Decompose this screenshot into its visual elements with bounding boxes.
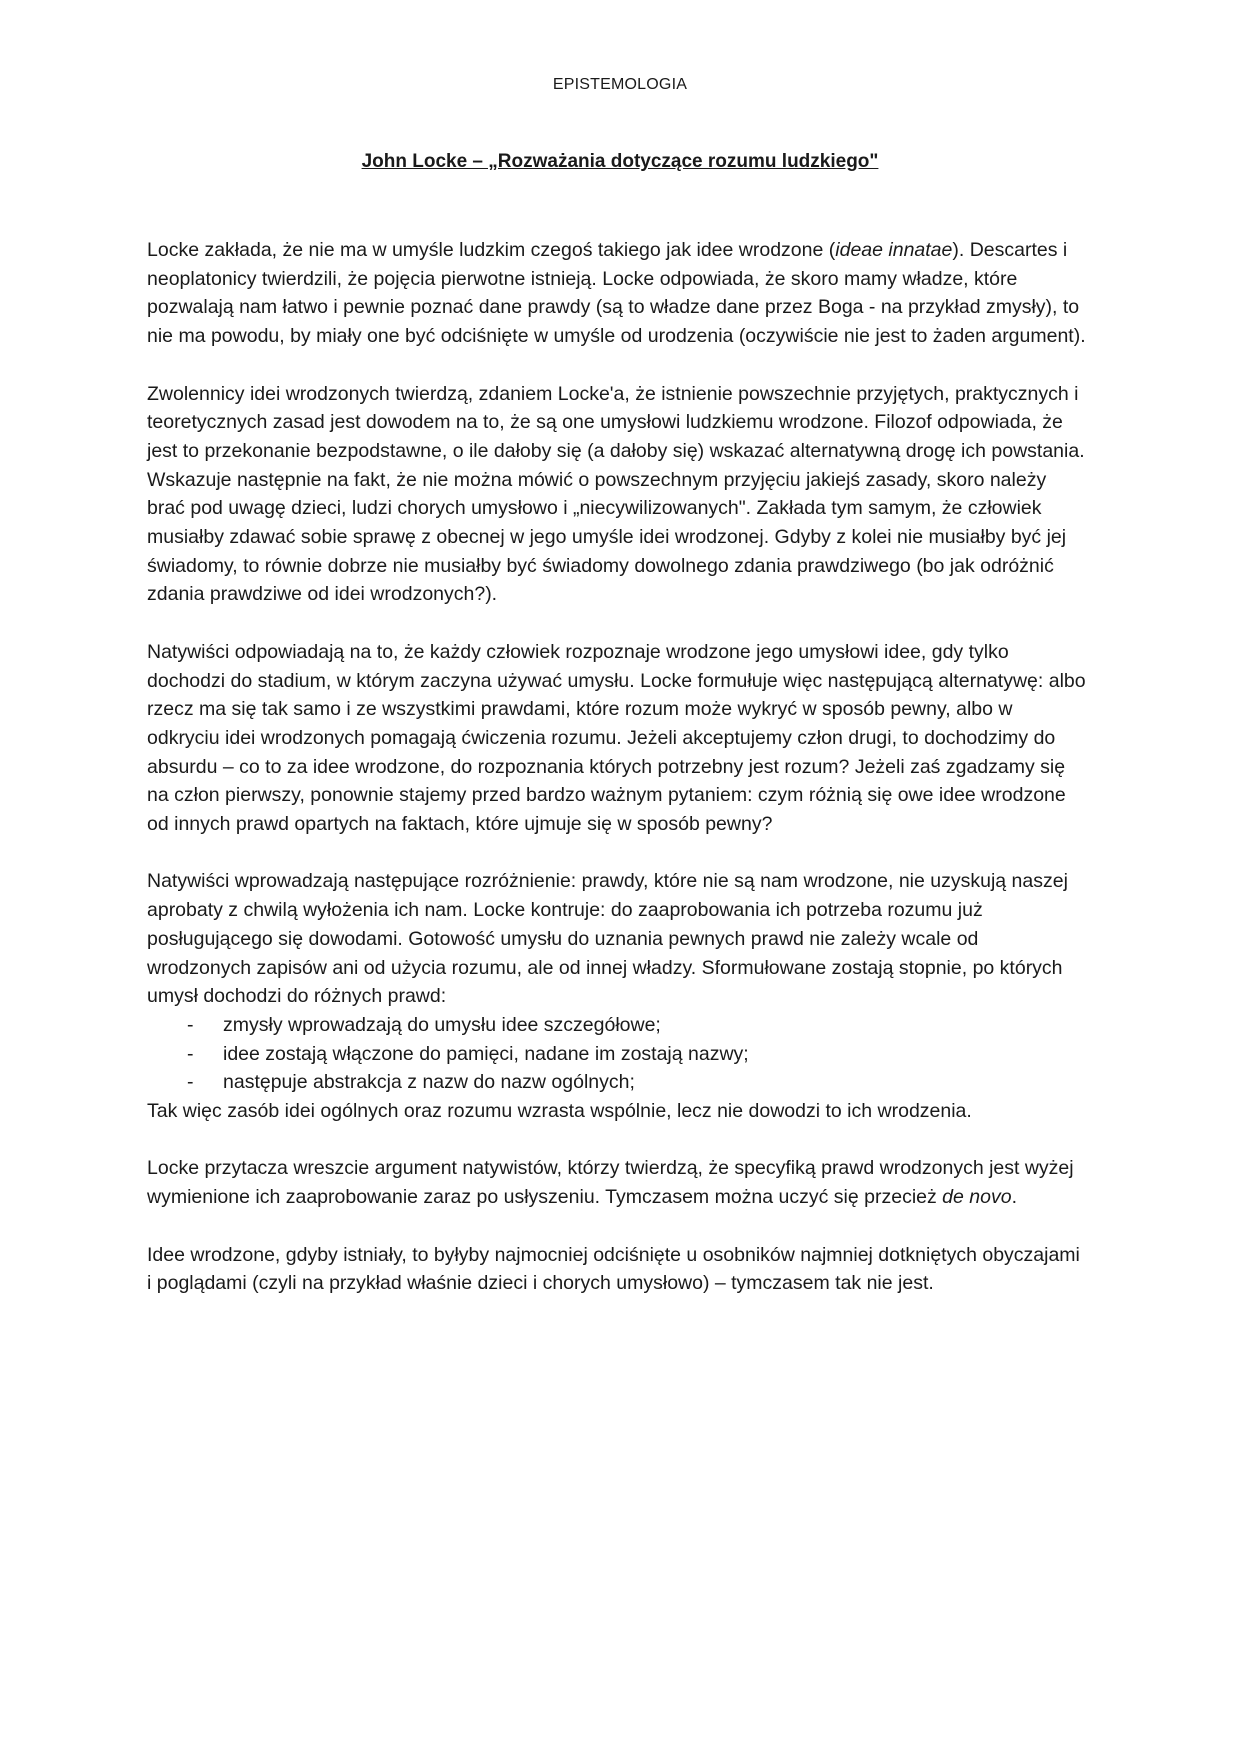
paragraph-3: Natywiści odpowiadają na to, że każdy człowiek rozpoznaje wrodzone jego umysłowi idee, gdy tylko dochodzi do stadium, w którym zaczyna używać umysłu. Locke formułuje więc następującą alternatywę: albo rzecz ma się tak samo i ze wszystkimi prawdami, które rozum może wykryć w sposób pewny, albo w odkryciu idei wrodzonych pomagają ćwiczenia rozumu. Jeżeli akceptujemy człon drugi, to dochodzimy do absurdu – co to za idee wrodzone, do rozpoznania których potrzebny jest rozum? Jeżeli zaś zgadzamy się na człon pierwszy, ponownie stajemy przed bardzo ważnym pytaniem: czym różnią się owe idee wrodzone od innych prawd opartych na faktach, które ujmuje się w sposób pewny? [147,640,1086,836]
paragraph-6: Idee wrodzone, gdyby istniały, to byłyby najmocniej odciśnięte u osobników najmniej dotkniętych obyczajami i poglądami (czyli na przykład właśnie dzieci i chorych umysłowo) – tymczasem tak nie jest. [147,1243,1080,1295]
paragraph-5-text-b: . [1011,1186,1017,1209]
paragraph-5-text-a: Locke przytacza wreszcie argument natywistów, którzy twierdzą, że specyfiką prawd wrodzonych jest wyżej wymienione ich zaaprobowanie zaraz po usłyszeniu. Tymczasem można uczyć się przecież [147,1157,1074,1209]
document-title: John Locke – „Rozważania dotyczące rozumu ludzkiego" [361,151,879,172]
list-item [147,1011,1087,1040]
list-item-text: idee zostają włączone do pamięci, nadane im zostają nazwy; [223,1042,749,1065]
paragraph-5 [147,1154,1087,1211]
paragraph-2: Zwolennicy idei wrodzonych twierdzą, zdaniem Locke'a, że istnienie powszechnie przyjętych, praktycznych i teoretycznych zasad jest dowodem na to, że są one umysłowi ludzkiemu wrodzone. Filozof odpowiada, że jest to przekonanie bezpodstawne, o ile dałoby się (a dałoby się) wskazać alternatywną drogę ich powstania. Wskazuje następnie na fakt, że nie można mówić o powszechnym przyjęciu jakiejś zasady, skoro należy brać pod uwagę dzieci, ludzi chorych umysłowo i „niecywilizowanych". Zakłada tym samym, że człowiek musiałby zdawać sobie sprawę z obecnej w jego umyśle idei wrodzonej. Gdyby z kolei nie musiałby być jej świadomy, to równie dobrze nie musiałby być świadomy dowolnego zdania prawdziwego (bo jak odróżnić zdania prawdziwe od idei wrodzonych?). [147,382,1085,606]
paragraph-1-text-a: Locke zakłada, że nie ma w umyśle ludzkim czegoś takiego jak idee wrodzone ( [147,239,836,261]
paragraph-1-italic-term: ideae innatae [835,239,953,261]
stages-list [147,1011,1087,1097]
list-item [147,1068,1087,1097]
paragraph-4: Natywiści wprowadzają następujące rozróżnienie: prawdy, które nie są nam wrodzone, nie uzyskują naszej aprobaty z chwilą wyłożenia ich nam. Locke kontruje: do zaaprobowania ich potrzeba rozumu już posługującego się dowodami. Gotowość umysłu do uznania pewnych prawd nie zależy wcale od wrodzonych zapisów ani od użycia rozumu, ale od innej władzy. Sformułowane zostają stopnie, po których umysł dochodzi do różnych prawd: [147,870,1068,1008]
paragraph-5-italic-term: de novo [942,1186,1012,1209]
list-dash: - [187,1013,194,1036]
list-dash: - [187,1071,194,1094]
list-dash: - [187,1042,194,1065]
header-label: EPISTEMOLOGIA [552,76,688,93]
paragraph-4-conclusion: Tak więc zasób idei ogólnych oraz rozumu wzrasta wspólnie, lecz nie dowodzi to ich wrodzenia. [147,1100,972,1123]
list-item [147,1040,1087,1069]
paragraph-1 [147,236,1087,351]
paragraph-1-text-b: ). Descartes i neoplatonicy twierdzili, że pojęcia pierwotne istnieją. Locke odpowiada, że skoro mamy władze, które pozwalają nam łatwo i pewnie poznać dane prawdy (są to władze dane przez Boga - na przykład zmysły), to nie ma powodu, by miały one być odciśnięte w umyśle od urodzenia (oczywiście nie jest to żaden argument). [147,239,1086,348]
list-item-text: następuje abstrakcja z nazw do nazw ogólnych; [223,1071,635,1094]
document-body [147,236,1087,1327]
list-item-text: zmysły wprowadzają do umysłu idee szczegółowe; [223,1013,661,1036]
